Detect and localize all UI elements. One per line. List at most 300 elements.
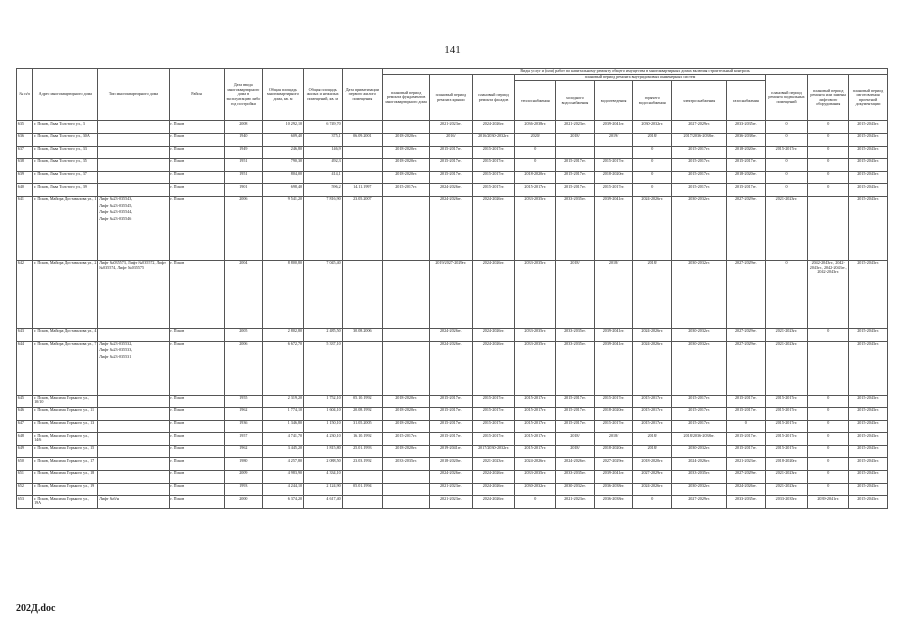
cell-dr: 2039-2041гг. (594, 471, 633, 484)
cell-dr: 2015-2017гг. (594, 420, 633, 433)
cell-f (383, 196, 430, 260)
cell-type (98, 433, 169, 446)
cell-hw: 2018/ (633, 260, 672, 328)
cell-bas: 2015-2017гг. (765, 433, 808, 446)
cell-priv (342, 171, 383, 184)
cell-n: 640 (17, 184, 33, 197)
cell-n: 637 (17, 146, 33, 159)
cell-gas: 2021-2023гг. (727, 458, 766, 471)
cell-pd: 2015-2043гг. (849, 146, 888, 159)
cell-heat: 2015-2017гг. (515, 184, 556, 197)
cell-gas: 2033-2035гг. (727, 496, 766, 509)
cell-f: 2018-2020гг. (383, 159, 430, 172)
cell-hw: 2024-2026гг. (633, 483, 672, 496)
cell-roof: 2024-2026гг. (429, 196, 472, 260)
cell-priv (342, 496, 383, 509)
cell-addr: г. Псков, Максима Горького ул., 19 (33, 483, 98, 496)
header-foundation: плановый период ремонта фундаментов многоквартирного дома (383, 75, 430, 121)
table-row (17, 196, 888, 260)
cell-priv: 16.10.1992 (342, 433, 383, 446)
cell-roof: 2019/2027-2029гг. (429, 260, 472, 328)
cell-el: 2015-2017гг. (672, 420, 727, 433)
cell-gas: 2027-2029гг. (727, 196, 766, 260)
cell-n: 642 (17, 260, 33, 328)
cell-dr: 2036-2038гг. (594, 483, 633, 496)
cell-bas: 2018-2020гг. (765, 458, 808, 471)
cell-addr: г. Псков, Максима Горького ул., 18 (33, 471, 98, 484)
cell-heat: 2033-2035гг. (515, 328, 556, 341)
cell-gas: 0 (727, 420, 766, 433)
cell-f: 2018-2020гг. (383, 171, 430, 184)
cell-fac: 2024-2026гг. (472, 471, 515, 484)
cell-fac: 2015-2017гг. (472, 146, 515, 159)
cell-dr: 2019/ (594, 133, 633, 146)
cell-pd: 2015-2043гг. (849, 196, 888, 260)
page-number: 141 (444, 44, 461, 56)
cell-priv: 06.09.2001 (342, 133, 383, 146)
header-living-area: Общая площадь жилых и нежилых помещений, кв. м (303, 69, 342, 121)
cell-f (383, 260, 430, 328)
cell-bas: 0 (765, 260, 808, 328)
cell-el: 2030-2032гг. (672, 328, 727, 341)
cell-dr: 2018-2020гг. (594, 408, 633, 421)
cell-gas: 2027-2029гг. (727, 260, 766, 328)
cell-dr: 2039-2041гг. (594, 196, 633, 260)
table-row (17, 260, 888, 328)
cell-fac: 2024-2026гг. (472, 196, 515, 260)
cell-gas: 2036-2038гг. (727, 133, 766, 146)
cell-pd: 2015-2043гг. (849, 458, 888, 471)
cell-year: 2005 (224, 328, 263, 341)
header-cold-water: холодного водоснабжения (556, 81, 595, 121)
cell-la: 1 150,10 (303, 420, 342, 433)
cell-dr: 2018-2020гг. (594, 445, 633, 458)
cell-bas: 0 (765, 121, 808, 134)
table-row (17, 133, 888, 146)
cell-bas: 0 (765, 171, 808, 184)
cell-dr: 2039-2041гг. (594, 341, 633, 395)
elevator-number: Лифт №23-035533, (99, 347, 133, 353)
cell-hw: 2024-2026гг. (633, 196, 672, 260)
cell-n: 648 (17, 433, 33, 446)
cell-f (383, 341, 430, 395)
cell-la: 1 815,80 (303, 445, 342, 458)
cell-ta: 6 672,70 (263, 341, 304, 395)
cell-priv: 20.08.1992 (342, 408, 383, 421)
cell-addr: г. Псков, Майора Доставалова ул., 2 (33, 260, 98, 328)
cell-roof: 2016/ (429, 133, 472, 146)
cell-ta: 4 983,90 (263, 471, 304, 484)
table-row (17, 458, 888, 471)
cell-type (98, 184, 169, 197)
cell-pd: 2015-2043гг. (849, 341, 888, 395)
cell-ta: 8 800,80 (263, 260, 304, 328)
cell-fac: 2015-2017гг. (472, 159, 515, 172)
cell-gas: 2033-2035гг. (727, 121, 766, 134)
cell-gas: 2027-2029гг. (727, 341, 766, 395)
cell-lift: 2042-2043гг., 2042-2043гг., 2042-2043гг., 2042-2043гг. (808, 260, 849, 328)
cell-la: 146,9 (303, 146, 342, 159)
cell-roof: 2015-2017гг. (429, 146, 472, 159)
cell-fac: 2021-2023гг. (472, 458, 515, 471)
cell-la: 4 230,10 (303, 433, 342, 446)
cell-year: 1993 (224, 483, 263, 496)
cell-hw: 2015-2017гг. (633, 408, 672, 421)
cell-cw: 2021-2023гг. (556, 496, 595, 509)
cell-priv: 31.05.2005 (342, 420, 383, 433)
cell-year: 1901 (224, 184, 263, 197)
cell-type (98, 395, 169, 408)
cell-ta: 6 374,20 (263, 496, 304, 509)
cell-year: 2006 (224, 341, 263, 395)
cell-ta: 609,40 (263, 133, 304, 146)
cell-gas: 2015-2017гг. (727, 159, 766, 172)
cell-roof: 2024-2026гг. (429, 471, 472, 484)
cell-el: 2017/2036-2038гг. (672, 133, 727, 146)
cell-gas: 2015-2017гг. (727, 408, 766, 421)
cell-addr: г. Псков, Майора Доставалова ул., 1 (33, 196, 98, 260)
cell-priv: 23.03.1992 (342, 458, 383, 471)
cell-dr: 2036-2038гг. (594, 496, 633, 509)
cell-la: 4 617,40 (303, 496, 342, 509)
cell-priv: 05.01.1994 (342, 483, 383, 496)
cell-cw: 2015-2017гг. (556, 395, 595, 408)
cell-addr: г. Псков, Льва Толстого ул., 30А (33, 133, 98, 146)
cell-pd: 2015-2043гг. (849, 471, 888, 484)
cell-fac: 2024-2026гг. (472, 496, 515, 509)
elevator-number: Лифт №б/н (99, 495, 119, 501)
table-row (17, 496, 888, 509)
header-gas: газоснабжения (727, 81, 766, 121)
cell-el: 2030-2032гг. (672, 483, 727, 496)
cell-fac: 2015-2017гг. (472, 408, 515, 421)
elevator-number: Лифт №23-035543, (99, 196, 133, 202)
cell-year: 1949 (224, 146, 263, 159)
cell-pd: 2015-2043гг. (849, 408, 888, 421)
cell-fac: 2017/2030-2032гг. (472, 445, 515, 458)
cell-dr: 2018-2020гг. (594, 171, 633, 184)
cell-bas: 2033-2035гг. (765, 496, 808, 509)
cell-year: 1962 (224, 408, 263, 421)
cell-hw: 2024-2026гг. (633, 341, 672, 395)
cell-pd: 2015-2043гг. (849, 420, 888, 433)
cell-roof: 2019-2041гг. (429, 445, 472, 458)
cell-dist: г. Псков (169, 328, 224, 341)
cell-addr: г. Псков, Майора Доставалова ул., 7 (33, 341, 98, 395)
cell-el: 2015-2017гг. (672, 395, 727, 408)
footer-filename: 202Д.doc (16, 603, 56, 614)
cell-heat: 2033-2035гг. (515, 260, 556, 328)
cell-bas: 2021-2023гг. (765, 341, 808, 395)
cell-priv: 30.08.2006 (342, 328, 383, 341)
cell-lift (808, 341, 849, 395)
cell-dist: г. Псков (169, 260, 224, 328)
cell-pd: 2015-2043гг. (849, 260, 888, 328)
cell-pd: 2015-2043гг. (849, 171, 888, 184)
cell-type (98, 146, 169, 159)
cell-dr: 2039-2041гг. (594, 121, 633, 134)
cell-dr: 2039-2041гг. (594, 328, 633, 341)
cell-n: 650 (17, 458, 33, 471)
cell-fac: 2015-2017гг. (472, 433, 515, 446)
cell-dist: г. Псков (169, 196, 224, 260)
cell-f: 2015-2017гг. (383, 184, 430, 197)
table-body (17, 121, 888, 509)
cell-gas: 2015-2017гг. (727, 184, 766, 197)
cell-gas: 2018-2020гг. (727, 171, 766, 184)
cell-addr: г. Псков, Максима Горького ул., 13 (33, 420, 98, 433)
cell-la: 1 752,10 (303, 395, 342, 408)
table-row (17, 483, 888, 496)
elevator-number: Лифт №23-035532, (99, 341, 133, 346)
cell-lift: 0 (808, 146, 849, 159)
cell-n: 639 (17, 171, 33, 184)
cell-bas: 2015-2017гг. (765, 395, 808, 408)
elevator-number: Лифт №23-035546 (99, 215, 132, 221)
cell-cw: 2021-2023гг. (556, 121, 595, 134)
cell-gas: 2015-2017гг. (727, 445, 766, 458)
cell-gas: 2027-2029гг. (727, 471, 766, 484)
cell-n: 647 (17, 420, 33, 433)
cell-f: 2018-2020гг. (383, 133, 430, 146)
cell-priv (342, 341, 383, 395)
cell-pd: 2015-2043гг. (849, 483, 888, 496)
cell-f (383, 328, 430, 341)
cell-bas: 2015-2017гг. (765, 146, 808, 159)
cell-el: 2015-2017гг. (672, 171, 727, 184)
cell-heat: 2015-2017гг. (515, 445, 556, 458)
cell-cw: 2033-2035гг. (556, 471, 595, 484)
cell-roof: 2018-2020гг. (429, 458, 472, 471)
cell-bas: 2021-2023гг. (765, 483, 808, 496)
cell-pd: 2015-2043гг. (849, 395, 888, 408)
cell-hw: 0 (633, 184, 672, 197)
cell-cw: 2015-2017гг. (556, 184, 595, 197)
cell-heat: 2015-2017гг. (515, 395, 556, 408)
capital-repair-table (16, 68, 888, 509)
cell-addr: г. Псков, Майора Доставалова ул., 4 (33, 328, 98, 341)
cell-dr: 2018/ (594, 260, 633, 328)
cell-dist: г. Псков (169, 171, 224, 184)
table-row (17, 159, 888, 172)
cell-dist: г. Псков (169, 159, 224, 172)
cell-n: 644 (17, 341, 33, 395)
cell-hw: 0 (633, 146, 672, 159)
cell-hw: 2024-2026гг. (633, 328, 672, 341)
cell-la: 2 088,50 (303, 458, 342, 471)
cell-pd: 2015-2043гг. (849, 159, 888, 172)
cell-addr: г. Псков, Льва Толстого ул., 35 (33, 159, 98, 172)
cell-f (383, 496, 430, 509)
cell-cw: 2033-2035гг. (556, 328, 595, 341)
table-row (17, 328, 888, 341)
cell-hw: 2018/ (633, 445, 672, 458)
cell-gas: 2027-2029гг. (727, 328, 766, 341)
cell-addr: г. Псков, Максима Горького ул., 19А (33, 496, 98, 509)
cell-type (98, 159, 169, 172)
cell-f: 2033-2035гг. (383, 458, 430, 471)
cell-la: 375,1 (303, 133, 342, 146)
cell-type (98, 458, 169, 471)
cell-year: 1951 (224, 171, 263, 184)
cell-ta: 1 774,10 (263, 408, 304, 421)
cell-f: 2018-2020гг. (383, 445, 430, 458)
elevator-number: Лифт №035573, Лифт №035572, Лифт №035574, Лифт №035575 (99, 260, 166, 270)
cell-la: 7 045,40 (303, 260, 342, 328)
cell-dist: г. Псков (169, 471, 224, 484)
cell-priv (342, 121, 383, 134)
cell-el: 2018/2036-2038гг. (672, 433, 727, 446)
cell-pd: 2015-2043гг. (849, 433, 888, 446)
cell-cw: 2033-2035гг. (556, 196, 595, 260)
cell-lift: 0 (808, 159, 849, 172)
cell-pd: 2015-2043гг. (849, 184, 888, 197)
cell-year: 1957 (224, 433, 263, 446)
cell-priv (342, 159, 383, 172)
header-heat: теплоснабжения (515, 81, 556, 121)
cell-dist: г. Псков (169, 184, 224, 197)
cell-dr: 2015-2017гг. (594, 159, 633, 172)
cell-lift: 0 (808, 445, 849, 458)
cell-dr: 2015-2017гг. (594, 395, 633, 408)
cell-ta: 4 741,70 (263, 433, 304, 446)
cell-type (98, 171, 169, 184)
cell-cw: 2018/ (556, 433, 595, 446)
cell-f (383, 121, 430, 134)
cell-roof: 2024-2026гг. (429, 341, 472, 395)
cell-pd: 2015-2043гг. (849, 328, 888, 341)
cell-ta: 1 346,80 (263, 420, 304, 433)
cell-n: 646 (17, 408, 33, 421)
header-design: плановый период изготовления проектной документации (849, 75, 888, 121)
cell-fac: 2015-2017гг. (472, 184, 515, 197)
cell-fac: 2024-2026гг. (472, 260, 515, 328)
cell-el: 2027-2029гг. (672, 121, 727, 134)
cell-hw: 2018-2020гг. (633, 458, 672, 471)
table-row (17, 445, 888, 458)
cell-heat: 2033-2035гг. (515, 196, 556, 260)
cell-dist: г. Псков (169, 420, 224, 433)
cell-hw: 2030-2032гг. (633, 121, 672, 134)
elevator-number: Лифт №23-035544, (99, 209, 133, 215)
table-row (17, 420, 888, 433)
cell-cw: 2015-2017гг. (556, 171, 595, 184)
cell-n: 641 (17, 196, 33, 260)
cell-dr: 2027-2029гг. (594, 458, 633, 471)
cell-el: 2030-2032гг. (672, 196, 727, 260)
table-row (17, 171, 888, 184)
cell-f: 2018-2020гг. (383, 146, 430, 159)
cell-ta: 4 244,10 (263, 483, 304, 496)
header-electric: электроснабжения (672, 81, 727, 121)
cell-la: 2 124,90 (303, 483, 342, 496)
cell-priv: 25.01.1993 (342, 445, 383, 458)
cell-type (98, 408, 169, 421)
cell-priv: 23.05.2007 (342, 196, 383, 260)
cell-n: 645 (17, 395, 33, 408)
elevator-number: Лифт №23-035545, (99, 202, 133, 208)
cell-heat: 0 (515, 159, 556, 172)
header-facade: плановый период ремонта фасадов (472, 75, 515, 121)
cell-fac: 2024-2026гг. (472, 341, 515, 395)
cell-bas: 2015-2017гг. (765, 420, 808, 433)
cell-bas: 2015-2017гг. (765, 445, 808, 458)
cell-lift (808, 196, 849, 260)
cell-heat: 2020/ (515, 133, 556, 146)
cell-roof: 2015-2017гг. (429, 433, 472, 446)
cell-lift: 0 (808, 408, 849, 421)
cell-ta: 4 257,80 (263, 458, 304, 471)
cell-ta: 698,40 (263, 184, 304, 197)
cell-bas: 0 (765, 133, 808, 146)
cell-el: 2015-2017гг. (672, 408, 727, 421)
cell-la: 7 816,90 (303, 196, 342, 260)
cell-priv (342, 260, 383, 328)
cell-el: 2033-2035гг. (672, 471, 727, 484)
cell-hw: 2018/ (633, 133, 672, 146)
cell-addr: г. Псков, Льва Толстого ул., 3 (33, 121, 98, 134)
header-year: Дата ввода многоквартирного дома в эксплуатацию либо год постройки (224, 69, 263, 121)
cell-dist: г. Псков (169, 458, 224, 471)
cell-addr: г. Псков, Льва Толстого ул., 37 (33, 171, 98, 184)
cell-priv (342, 146, 383, 159)
cell-year: 2008 (224, 121, 263, 134)
cell-ta: 3 445,20 (263, 445, 304, 458)
cell-pd: 2015-2043гг. (849, 121, 888, 134)
cell-heat: 2036-2038гг. (515, 121, 556, 134)
cell-fac: 2024-2026гг. (472, 328, 515, 341)
cell-dist: г. Псков (169, 433, 224, 446)
cell-roof: 2021-2023гг. (429, 121, 472, 134)
cell-cw: 2018/ (556, 133, 595, 146)
cell-heat: 2033-2035гг. (515, 471, 556, 484)
cell-cw: 2030-2032гг. (556, 483, 595, 496)
cell-year: 1962 (224, 445, 263, 458)
cell-lift: 0 (808, 171, 849, 184)
cell-lift: 0 (808, 471, 849, 484)
cell-lift: 0 (808, 483, 849, 496)
cell-hw: 2027-2029гг. (633, 471, 672, 484)
elevator-number: Лифт №23-035531 (99, 353, 132, 359)
cell-roof: 2021-2023гг. (429, 483, 472, 496)
cell-heat: 2024-2026гг. (515, 458, 556, 471)
cell-addr: г. Псков, Льва Толстого ул., 39 (33, 184, 98, 197)
cell-roof: 2015-2017гг. (429, 408, 472, 421)
cell-year: 1955 (224, 395, 263, 408)
cell-dr (594, 146, 633, 159)
header-roof: плановый период ремонта крыши (429, 75, 472, 121)
cell-la: 6 749,70 (303, 121, 342, 134)
cell-el: 2030-2032гг. (672, 260, 727, 328)
cell-dist: г. Псков (169, 496, 224, 509)
cell-cw: 2033-2035гг. (556, 341, 595, 395)
cell-dist: г. Псков (169, 341, 224, 395)
cell-ta: 2 319,20 (263, 395, 304, 408)
cell-dist: г. Псков (169, 133, 224, 146)
header-basement: плановый период ремонта подвальных помещений (765, 75, 808, 121)
cell-addr: г. Псков, Максима Горького ул., 15 (33, 445, 98, 458)
cell-addr: г. Псков, Максима Горького ул., 11 (33, 408, 98, 421)
cell-fac: 2015-2017гг. (472, 420, 515, 433)
cell-priv: 05.10.1992 (342, 395, 383, 408)
cell-f: 2015-2017гг. (383, 433, 430, 446)
cell-roof: 2021-2023гг. (429, 496, 472, 509)
cell-type (98, 121, 169, 134)
cell-year: 2000 (224, 496, 263, 509)
table-row (17, 146, 888, 159)
cell-lift: 0 (808, 133, 849, 146)
cell-bas: 0 (765, 184, 808, 197)
